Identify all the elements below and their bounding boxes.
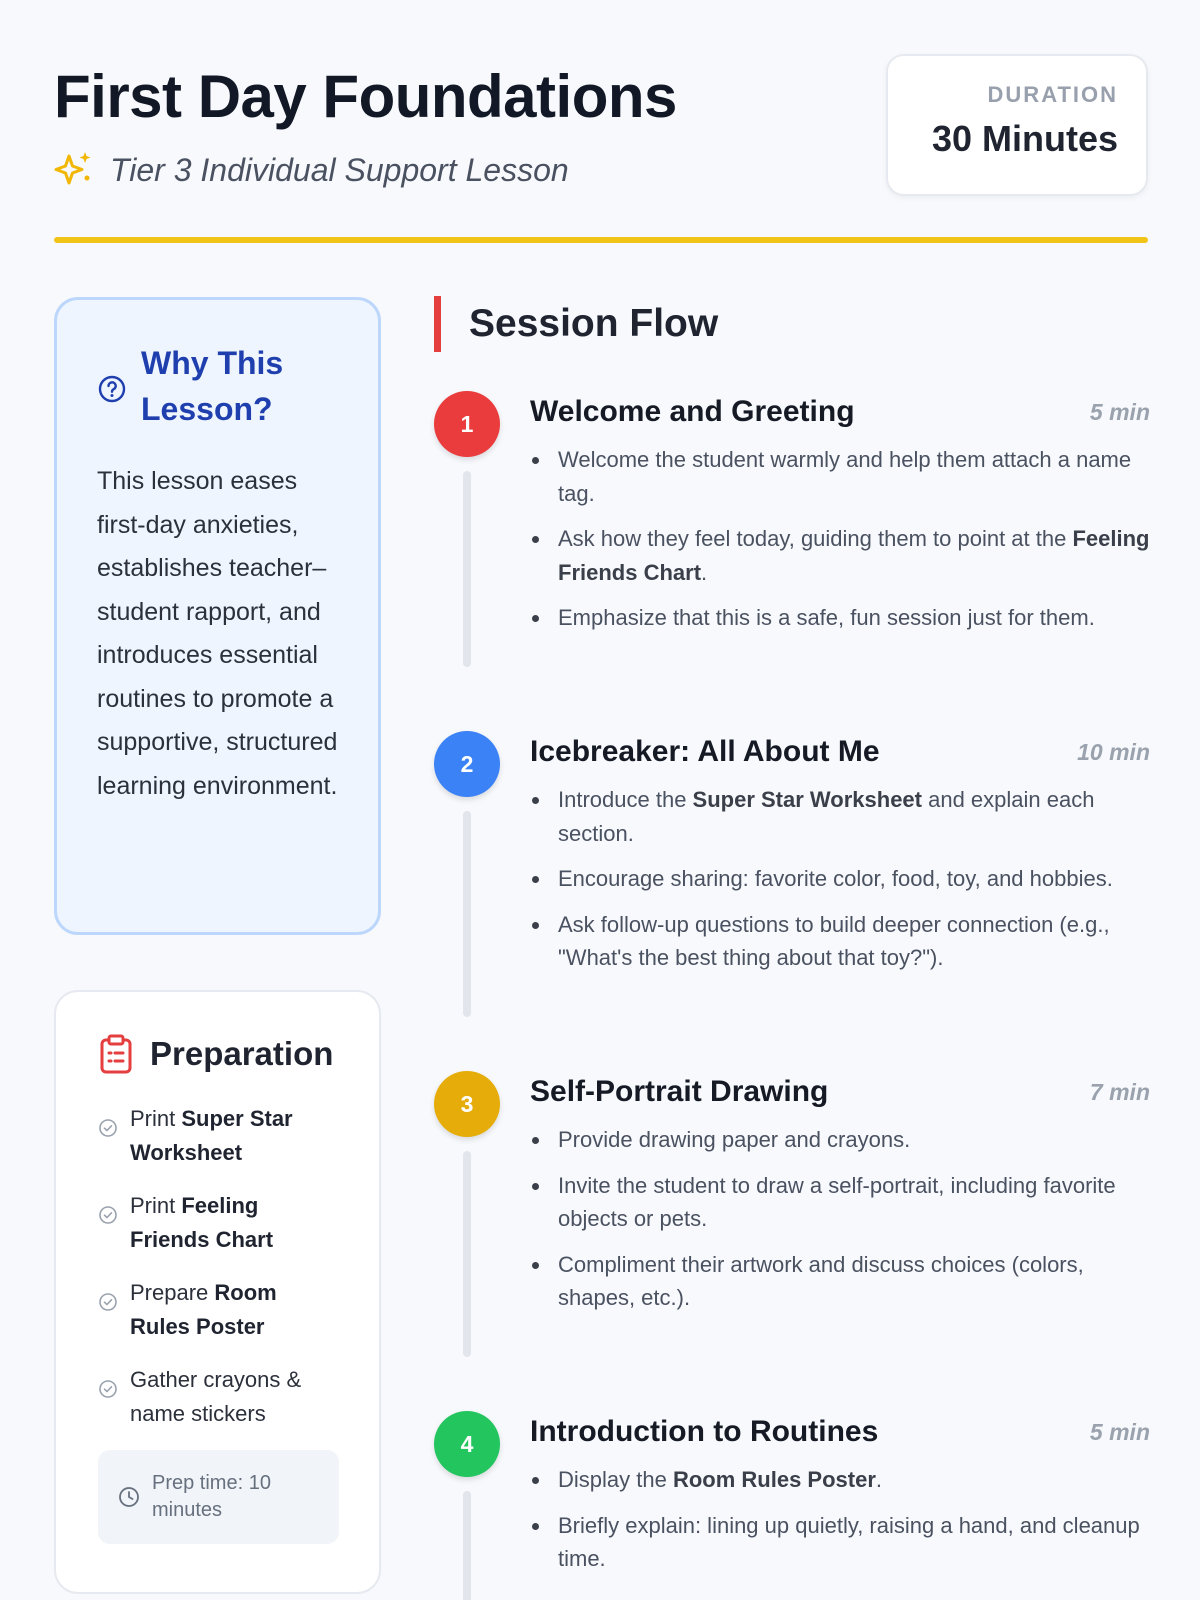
- step-duration: 10 min: [1077, 739, 1150, 765]
- prep-item: [98, 1189, 339, 1257]
- prep-item-text: Print Feeling Friends Chart: [130, 1193, 274, 1252]
- subtitle-row: [54, 150, 569, 190]
- why-heading: [97, 340, 340, 432]
- duration-value: 30 Minutes: [931, 118, 1118, 159]
- step-duration: 7 min: [1089, 1079, 1150, 1105]
- session-step: [434, 391, 1150, 681]
- step-bullet: Encourage sharing: favorite color, food, toy, and hobbies.: [530, 862, 1150, 896]
- step-title: Welcome and Greeting: [530, 395, 855, 428]
- step-bullet-list: [530, 443, 1150, 647]
- preparation-heading: [98, 1034, 339, 1074]
- why-title-line1: Why This: [141, 345, 284, 381]
- check-circle-icon: [98, 1205, 118, 1225]
- sparkles-icon: [54, 150, 94, 190]
- step-number-badge: 3: [434, 1071, 500, 1137]
- prep-item-text: Print Super Star Worksheet: [130, 1106, 293, 1165]
- step-bullet: Emphasize that this is a safe, fun session just for them.: [530, 601, 1150, 635]
- step-bullet-list: [530, 1463, 1150, 1588]
- timeline-connector: [463, 811, 471, 1017]
- preparation-title: Preparation: [150, 1035, 334, 1072]
- check-circle-icon: [98, 1292, 118, 1312]
- session-flow-heading: [434, 296, 718, 352]
- step-number-badge: 1: [434, 391, 500, 457]
- prep-item: [98, 1363, 339, 1431]
- step-bullet: Display the Room Rules Poster.: [530, 1463, 1150, 1497]
- step-bullet: Ask how they feel today, guiding them to point at the Feeling Friends Chart.: [530, 522, 1150, 589]
- why-title-line2: Lesson?: [141, 391, 273, 427]
- step-bullet-list: [530, 1123, 1150, 1327]
- step-bullet: Introduce the Super Star Worksheet and explain each section.: [530, 783, 1150, 850]
- timeline-connector: [463, 1151, 471, 1357]
- clipboard-icon: [98, 1034, 134, 1074]
- prep-item-text: Gather crayons & name stickers: [130, 1367, 302, 1426]
- step-duration: 5 min: [1089, 399, 1150, 425]
- timeline-connector: [463, 1491, 471, 1600]
- duration-label: DURATION: [987, 82, 1118, 107]
- step-title: Introduction to Routines: [530, 1415, 879, 1448]
- step-duration: 5 min: [1089, 1419, 1150, 1445]
- check-circle-icon: [98, 1118, 118, 1138]
- session-step: [434, 1411, 1150, 1600]
- step-bullet: Provide drawing paper and crayons.: [530, 1123, 1150, 1157]
- prep-item: [98, 1276, 339, 1344]
- duration-card: [886, 54, 1148, 196]
- session-flow-title: Session Flow: [469, 302, 719, 345]
- step-title: Icebreaker: All About Me: [530, 735, 880, 768]
- step-bullet: Compliment their artwork and discuss choices (colors, shapes, etc.).: [530, 1248, 1150, 1315]
- step-bullet: Welcome the student warmly and help them attach a name tag.: [530, 443, 1150, 510]
- step-bullet: Invite the student to draw a self-portrait, including favorite objects or pets.: [530, 1169, 1150, 1236]
- lesson-header: [54, 54, 1148, 244]
- header-divider: [54, 237, 1148, 243]
- prep-time-text: Prep time: 10 minutes: [152, 1472, 271, 1521]
- prep-item-text: Prepare Room Rules Poster: [130, 1280, 277, 1339]
- step-bullet: Briefly explain: lining up quietly, raising a hand, and cleanup time.: [530, 1509, 1150, 1576]
- session-step: [434, 731, 1150, 1021]
- preparation-card: [54, 990, 381, 1594]
- prep-item: [98, 1102, 339, 1170]
- why-body-text: This lesson eases first-day anxieties, establishes teacher–student rapport, and introduces essential routines to promote a supportive, structured learning environment.: [97, 467, 338, 800]
- step-title: Self-Portrait Drawing: [530, 1075, 829, 1108]
- step-number-badge: 2: [434, 731, 500, 797]
- preparation-list: [98, 1102, 339, 1431]
- why-this-lesson-card: [54, 297, 381, 935]
- why-title: [141, 340, 283, 432]
- page-subtitle: Tier 3 Individual Support Lesson: [110, 151, 569, 188]
- timeline-connector: [463, 471, 471, 667]
- step-bullet: Ask follow-up questions to build deeper connection (e.g., "What's the best thing about that toy?").: [530, 908, 1150, 975]
- page-title: First Day Foundations: [54, 63, 677, 130]
- step-number-badge: 4: [434, 1411, 500, 1477]
- prep-time-box: [98, 1450, 339, 1544]
- step-bullet-list: [530, 783, 1150, 987]
- clock-icon: [118, 1486, 140, 1508]
- help-circle-icon: [97, 374, 127, 404]
- check-circle-icon: [98, 1379, 118, 1399]
- session-step: [434, 1071, 1150, 1361]
